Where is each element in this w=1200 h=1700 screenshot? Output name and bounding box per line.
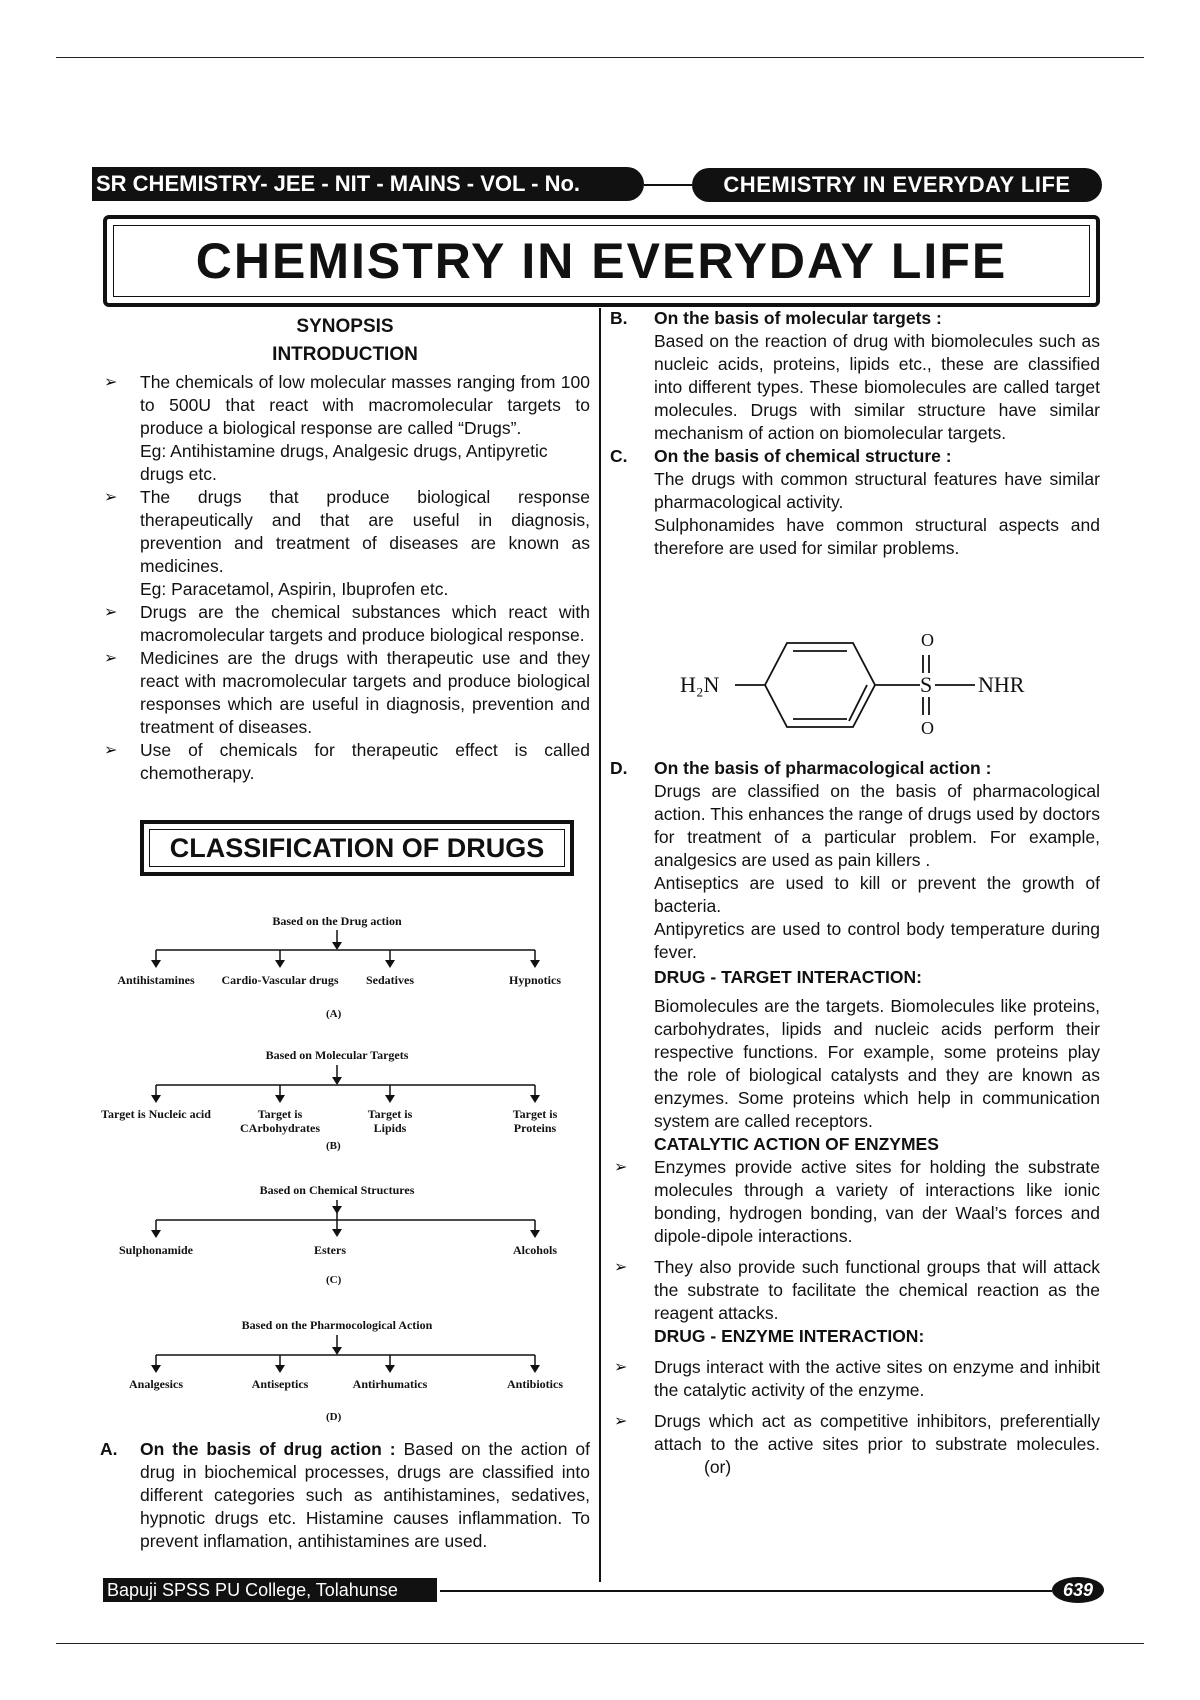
- tree-a-root: Based on the Drug action: [272, 914, 402, 928]
- tree-b-child: Target is Lipids: [367, 1107, 413, 1135]
- tree-a-child: Sedatives: [366, 973, 414, 987]
- tree-d-root: Based on the Pharmocological Action: [241, 1318, 433, 1332]
- tree-b-root: Based on Molecular Targets: [265, 1048, 409, 1062]
- footer-college: Bapuji SPSS PU College, Tolahunse: [103, 1578, 437, 1602]
- section-d-letter: D.: [610, 758, 628, 778]
- drug-enzyme-bullet: ➢ Drugs which act as competitive inhibitors, preferentially attach to the active sites prior to substrate molecules. (or): [614, 1411, 1100, 1477]
- arrow-bullet-icon: ➢: [614, 1159, 628, 1176]
- synopsis-heading: SYNOPSIS: [296, 316, 394, 337]
- header-chapter-pill: CHEMISTRY IN EVERYDAY LIFE: [692, 168, 1102, 202]
- drug-enzyme-heading: DRUG - ENZYME INTERACTION:: [654, 1326, 925, 1346]
- or-note: (or): [704, 1457, 732, 1477]
- section-b: [610, 307, 1100, 445]
- tree-d-tag: (D): [326, 1411, 342, 1423]
- tree-d-child: Antibiotics: [506, 1377, 563, 1391]
- intro-example: Eg: Antihistamine drugs, Analgesic drugs, Antipyretic drugs etc.: [140, 441, 548, 484]
- tree-d-child: Analgesics: [129, 1377, 183, 1391]
- intro-bullet: ➢ The drugs that produce biological response therapeutically and that are useful in diagnosis, prevention and treatment of diseases are known as medicines.: [104, 487, 590, 576]
- section-d-text: Antiseptics are used to kill or prevent the growth of bacteria.: [654, 873, 1100, 916]
- classification-title: CLASSIFICATION OF DRUGS: [149, 829, 565, 867]
- catalytic-bullet: ➢ They also provide such functional groups that will attack the substrate to facilitate the chemical reaction as the reagent attacks.: [614, 1257, 1100, 1323]
- section-b-heading: On the basis of molecular targets :: [654, 308, 942, 328]
- arrow-bullet-icon: ➢: [614, 1259, 628, 1276]
- tree-c-root: Based on Chemical Structures: [259, 1183, 415, 1197]
- intro-bullet: ➢ Medicines are the drugs with therapeutic use and they react with macromolecular targets and produce biological responses which are useful in diagnosis, prevention and treatment of diseases.: [104, 648, 590, 737]
- header-connector: [644, 184, 692, 186]
- tree-a-child: Hypnotics: [508, 973, 561, 987]
- section-c-text: Sulphonamides have common structural aspects and therefore are used for similar problems.: [654, 515, 1100, 558]
- intro-bullet: ➢ Drugs are the chemical substances which react with macromolecular targets and produce biological response.: [104, 602, 590, 645]
- section-c-text: The drugs with common structural features have similar pharmacological activity.: [654, 469, 1100, 512]
- section-a-letter: A.: [100, 1439, 118, 1459]
- tree-a-tag: (A): [326, 1008, 342, 1020]
- arrow-bullet-icon: ➢: [104, 374, 118, 391]
- header-series-pill: SR CHEMISTRY- JEE - NIT - MAINS - VOL - No.: [92, 167, 644, 201]
- section-d: [610, 757, 1100, 1156]
- tree-d-child: Antirhumatics: [352, 1377, 428, 1391]
- tree-d-child: Antiseptics: [251, 1377, 309, 1391]
- arrow-bullet-icon: ➢: [104, 489, 118, 506]
- section-d-text: Antipyretics are used to control body temperature during fever.: [654, 919, 1100, 962]
- tree-b-child: Target is Nucleic acid: [101, 1107, 211, 1121]
- arrow-bullet-icon: ➢: [614, 1359, 628, 1376]
- introduction-heading: INTRODUCTION: [272, 344, 418, 365]
- structure-oxygen-top: O: [921, 630, 934, 650]
- arrow-bullet-icon: ➢: [104, 742, 118, 759]
- arrow-bullet-icon: ➢: [104, 604, 118, 621]
- tree-c-tag: (C): [326, 1274, 342, 1286]
- intro-bullet: ➢ Use of chemicals for therapeutic effect is called chemotherapy.: [104, 740, 590, 783]
- footer-rule: [440, 1590, 1052, 1592]
- drug-target-text: Biomolecules are the targets. Biomolecules like proteins, carbohydrates, lipids and nucleic acids perform their respective functions. For example, some proteins play the role of biological catalysts and they are known as enzymes. Some proteins which help in communication system are called receptors.: [654, 996, 1100, 1131]
- tree-b-tag: (B): [326, 1140, 341, 1152]
- section-c-letter: C.: [610, 446, 628, 466]
- tree-a-child: Cardio-Vascular drugs: [221, 973, 339, 987]
- tree-c-child: Alcohols: [512, 1243, 557, 1257]
- bottom-rule: [56, 1643, 1144, 1644]
- tree-a-child: Antihistamines: [117, 973, 195, 987]
- section-c-heading: On the basis of chemical structure :: [654, 446, 952, 466]
- classification-tree-diagram: [0, 0, 600, 1450]
- right-column-bottom: [610, 757, 1100, 1479]
- section-a: [100, 1438, 590, 1553]
- arrow-bullet-icon: ➢: [614, 1413, 628, 1430]
- catalytic-bullet: ➢ Enzymes provide active sites for holding the substrate molecules through a variety of interactions like ionic bonding, hydrogen bonding, van der Waal’s forces and dipole-dipole interactions.: [614, 1157, 1100, 1246]
- catalytic-heading: CATALYTIC ACTION OF ENZYMES: [654, 1134, 939, 1154]
- drug-enzyme-bullet: ➢ Drugs interact with the active sites on enzyme and inhibit the catalytic activity of the enzyme.: [614, 1357, 1100, 1400]
- section-a-text: Based on the action of drug in biochemical processes, drugs are classified into different categories such as antihistamines, sedatives, hypnotic drugs etc. Histamine causes inflammation. To prevent inflamation, antihistamines are used.: [140, 1439, 590, 1551]
- section-d-heading: On the basis of pharmacological action :: [654, 758, 992, 778]
- tree-b-child: Target is CArbohydrates: [240, 1107, 320, 1135]
- right-column-top: [610, 307, 1100, 560]
- intro-bullet: ➢ The chemicals of low molecular masses ranging from 100 to 500U that react with macromolecular targets to produce a biological response are called “Drugs”.: [104, 372, 590, 438]
- intro-example: Eg: Paracetamol, Aspirin, Ibuprofen etc.: [140, 579, 449, 599]
- arrow-bullet-icon: ➢: [104, 650, 118, 667]
- tree-c-child: Esters: [314, 1243, 346, 1257]
- structure-nhr-label: NHR: [978, 672, 1025, 697]
- tree-c-child: Sulphonamide: [118, 1243, 194, 1257]
- drug-target-heading: DRUG - TARGET INTERACTION:: [654, 967, 922, 987]
- section-d-text: Drugs are classified on the basis of pharmacological action. This enhances the range of drugs used by doctors for treatment of a particular problem. For example, analgesics are used as pain killers .: [654, 781, 1100, 870]
- section-a-heading: On the basis of drug action :: [140, 1439, 396, 1459]
- section-b-letter: B.: [610, 308, 628, 328]
- section-c: [610, 445, 1100, 560]
- chapter-title: CHEMISTRY IN EVERYDAY LIFE: [113, 225, 1090, 297]
- structure-oxygen-bottom: O: [921, 718, 934, 738]
- structure-sulfur-label: S: [920, 672, 933, 697]
- tree-b-child: Target is Proteins: [512, 1107, 558, 1135]
- page-number: 639: [1052, 1577, 1104, 1603]
- structure-amine-label: H₂N: [680, 672, 720, 697]
- section-b-text: Based on the reaction of drug with biomolecules such as nucleic acids, proteins, lipids etc., these are classified into different types. These biomolecules are called target molecules. Drugs with similar structure have similar mechanism of action on biomolecular targets.: [654, 331, 1100, 443]
